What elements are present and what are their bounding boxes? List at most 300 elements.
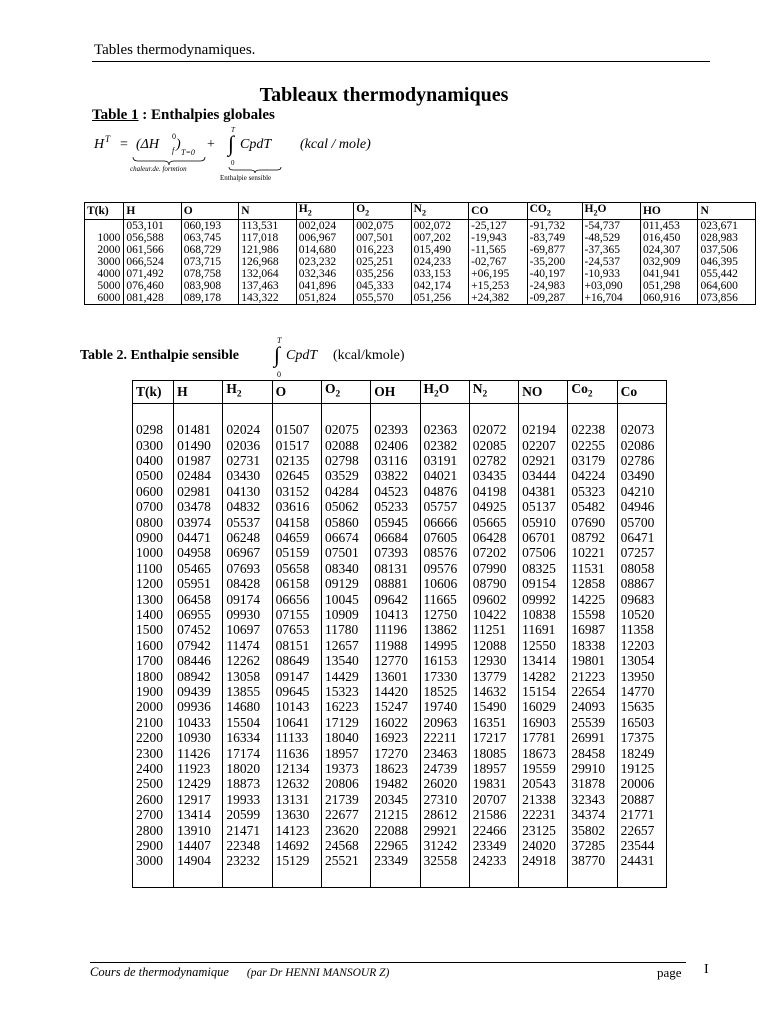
formula-plus: + [207, 137, 215, 152]
integral-sign-icon: ∫ [274, 342, 281, 367]
table1-value-cell: 121,986 [239, 244, 296, 256]
table2-value-cell: 11988 [371, 638, 420, 653]
table2-row [133, 453, 667, 468]
table2-value-cell: 24233 [469, 853, 518, 887]
table2-value-cell: 06666 [420, 515, 469, 530]
table2-value-cell: 20543 [519, 776, 568, 791]
table2-temperature-cell: 2100 [133, 715, 174, 730]
table2-value-cell: 02798 [321, 453, 370, 468]
table1-value-cell: -35,200 [527, 256, 582, 268]
table1-value-cell: 113,531 [239, 220, 296, 233]
table2-row [133, 561, 667, 576]
table2-value-cell: 12262 [223, 653, 272, 668]
table2-value-cell: 24431 [617, 853, 666, 887]
subscript: 2 [335, 389, 341, 400]
table2-value-cell: 02238 [568, 404, 617, 438]
table2-temperature-cell: 1900 [133, 684, 174, 699]
table2-value-cell: 14407 [174, 838, 223, 853]
table2-value-cell: 21338 [519, 792, 568, 807]
table2-value-cell: 09439 [174, 684, 223, 699]
table2-value-cell: 09129 [321, 576, 370, 591]
table1-value-cell: 007,501 [354, 232, 411, 244]
table2-value-cell: 05910 [519, 515, 568, 530]
table1-temperature-cell: 3000 [85, 256, 124, 268]
table2-value-cell: 03616 [272, 499, 321, 514]
table2-value-cell: 05137 [519, 499, 568, 514]
table1-temperature-cell: 5000 [85, 280, 124, 292]
table2-value-cell: 05757 [420, 499, 469, 514]
table1-value-cell: -25,127 [469, 220, 527, 233]
table2-value-cell: 08790 [469, 576, 518, 591]
table-global-enthalpies [84, 202, 756, 305]
table2-value-cell: 23544 [617, 838, 666, 853]
brace-label-sensible: Enthalpie sensible [220, 174, 272, 182]
table2-value-cell: 10909 [321, 607, 370, 622]
table2-row [133, 823, 667, 838]
table2-value-cell: 22088 [371, 823, 420, 838]
table2-temperature-cell: 0700 [133, 499, 174, 514]
table2-col-header: $Co_2$ [568, 381, 617, 404]
table-sensible-enthalpy [132, 380, 667, 888]
table2-value-cell: 04659 [272, 530, 321, 545]
table2-value-cell: 08428 [223, 576, 272, 591]
table1-value-cell: 078,758 [181, 268, 238, 280]
table2-value-cell: 24020 [519, 838, 568, 853]
subscript: 2 [593, 208, 598, 218]
table2-value-cell: 16351 [469, 715, 518, 730]
table2-value-cell: 13058 [223, 669, 272, 684]
table2-value-cell: 12770 [371, 653, 420, 668]
table1-value-cell: 060,193 [181, 220, 238, 233]
table2-row [133, 838, 667, 853]
table2-value-cell: 08131 [371, 561, 420, 576]
table1-col-header: H [124, 203, 181, 220]
table2-value-cell: 02406 [371, 438, 420, 453]
table2-value-cell: 16029 [519, 699, 568, 714]
table2-temperature-cell: 1000 [133, 545, 174, 560]
table1-row [85, 280, 756, 292]
table2-value-cell: 07202 [469, 545, 518, 560]
table2-value-cell: 10930 [174, 730, 223, 745]
table2-value-cell: 02135 [272, 453, 321, 468]
table2-value-cell: 15247 [371, 699, 420, 714]
formula-delta: (ΔH [136, 137, 159, 152]
table2-value-cell: 02382 [420, 438, 469, 453]
table2-value-cell: 05860 [321, 515, 370, 530]
table2-value-cell: 20006 [617, 776, 666, 791]
table2-value-cell: 19933 [223, 792, 272, 807]
table2-value-cell: 08576 [420, 545, 469, 560]
table2-value-cell: 19801 [568, 653, 617, 668]
table1-temperature-cell: 4000 [85, 268, 124, 280]
table2-value-cell: 20599 [223, 807, 272, 822]
table2-value-cell: 16987 [568, 622, 617, 637]
table2-row [133, 684, 667, 699]
table2-value-cell: 21739 [321, 792, 370, 807]
table2-integral-lower: 0 [277, 370, 281, 379]
subscript: 2 [482, 389, 488, 400]
table2-value-cell: 19482 [371, 776, 420, 791]
table2-value-cell: 12550 [519, 638, 568, 653]
table1-row [85, 292, 756, 305]
table1-value-cell: -09,287 [527, 292, 582, 305]
table2-value-cell: 26020 [420, 776, 469, 791]
table2-value-cell: 07990 [469, 561, 518, 576]
table2-value-cell: 09645 [272, 684, 321, 699]
table2-value-cell: 13862 [420, 622, 469, 637]
table2-value-cell: 18623 [371, 761, 420, 776]
table1-value-cell: 076,460 [124, 280, 181, 292]
table2-col-header: $N_2$ [469, 381, 518, 404]
table2-value-cell: 23232 [223, 853, 272, 887]
table2-value-cell: 13601 [371, 669, 420, 684]
table2-temperature-cell: 2800 [133, 823, 174, 838]
table2-value-cell: 18673 [519, 746, 568, 761]
table2-row [133, 653, 667, 668]
table2-value-cell: 16334 [223, 730, 272, 745]
table2-value-cell: 02981 [174, 484, 223, 499]
table2-row [133, 699, 667, 714]
table2-value-cell: 09147 [272, 669, 321, 684]
table1-col-header: $H_2O$ [582, 203, 640, 220]
table1-value-cell: -40,197 [527, 268, 582, 280]
table2-value-cell: 14123 [272, 823, 321, 838]
table1-col-header: CO [469, 203, 527, 220]
table2-col-header: T(k) [133, 381, 174, 404]
table2-value-cell: 29921 [420, 823, 469, 838]
table2-value-cell: 13414 [174, 807, 223, 822]
table2-value-cell: 03435 [469, 468, 518, 483]
subscript: 2 [587, 389, 593, 400]
table1-value-cell: -54,737 [582, 220, 640, 233]
table2-value-cell: 09174 [223, 592, 272, 607]
table2-value-cell: 04284 [321, 484, 370, 499]
table2-value-cell: 16503 [617, 715, 666, 730]
table2-value-cell: 02484 [174, 468, 223, 483]
table2-value-cell: 26991 [568, 730, 617, 745]
table2-value-cell: 15635 [617, 699, 666, 714]
table2-row [133, 807, 667, 822]
table2-row [133, 592, 667, 607]
table2-value-cell: 02194 [519, 404, 568, 438]
table1-value-cell: 064,600 [698, 280, 756, 292]
table2-value-cell: 07653 [272, 622, 321, 637]
integral-sign-icon: ∫ [228, 131, 235, 156]
table2-value-cell: 17781 [519, 730, 568, 745]
table1-value-cell: 028,983 [698, 232, 756, 244]
table1-value-cell: 132,064 [239, 268, 296, 280]
table2-value-cell: 16223 [321, 699, 370, 714]
table2-value-cell: 09992 [519, 592, 568, 607]
table2-temperature-cell: 0298 [133, 404, 174, 438]
table2-value-cell: 04210 [617, 484, 666, 499]
table2-temperature-cell: 1700 [133, 653, 174, 668]
table1-value-cell: +24,382 [469, 292, 527, 305]
table2-row [133, 607, 667, 622]
table2-value-cell: 01987 [174, 453, 223, 468]
table2-temperature-cell: 0600 [133, 484, 174, 499]
table1-value-cell: 032,909 [640, 256, 697, 268]
table2-value-cell: 14770 [617, 684, 666, 699]
table2-value-cell: 12088 [469, 638, 518, 653]
table1-value-cell: 089,178 [181, 292, 238, 305]
table2-value-cell: 04925 [469, 499, 518, 514]
table2-temperature-cell: 0500 [133, 468, 174, 483]
table2-value-cell: 03430 [223, 468, 272, 483]
table2-value-cell: 16923 [371, 730, 420, 745]
table1-value-cell: -10,933 [582, 268, 640, 280]
table2-value-cell: 15504 [223, 715, 272, 730]
table2-value-cell: 23125 [519, 823, 568, 838]
table2-value-cell: 24739 [420, 761, 469, 776]
table2-value-cell: 10413 [371, 607, 420, 622]
table2-row [133, 638, 667, 653]
table2-value-cell: 06656 [272, 592, 321, 607]
table1-value-cell: 016,450 [640, 232, 697, 244]
table2-value-cell: 13950 [617, 669, 666, 684]
table2-value-cell: 23463 [420, 746, 469, 761]
table1-value-cell: 055,442 [698, 268, 756, 280]
table2-value-cell: 02036 [223, 438, 272, 453]
table1-value-cell: 023,671 [698, 220, 756, 233]
table2-col-header: NO [519, 381, 568, 404]
table2-value-cell: 09936 [174, 699, 223, 714]
table2-value-cell: 22211 [420, 730, 469, 745]
table1-value-cell: 011,453 [640, 220, 697, 233]
footer-course-title: Cours de thermodynamique [90, 965, 229, 979]
table2-value-cell: 10697 [223, 622, 272, 637]
table2-value-cell: 19831 [469, 776, 518, 791]
header-rule [92, 61, 710, 62]
table1-value-cell: 068,729 [181, 244, 238, 256]
table1-value-cell: -24,983 [527, 280, 582, 292]
table2-temperature-cell: 2300 [133, 746, 174, 761]
table1-temperature-cell: 1000 [85, 232, 124, 244]
table2-value-cell: 10838 [519, 607, 568, 622]
footer-author: (par Dr HENNI MANSOUR Z) [246, 967, 390, 979]
table2-value-cell: 04198 [469, 484, 518, 499]
table2-row [133, 404, 667, 438]
table2-value-cell: 11133 [272, 730, 321, 745]
table1-col-header: N [698, 203, 756, 220]
table2-value-cell: 02786 [617, 453, 666, 468]
table2-value-cell: 14632 [469, 684, 518, 699]
table2-value-cell: 15154 [519, 684, 568, 699]
table2-value-cell: 18957 [321, 746, 370, 761]
table1-value-cell: -37,365 [582, 244, 640, 256]
table2-value-cell: 35802 [568, 823, 617, 838]
table2-row [133, 438, 667, 453]
subscript: 2 [236, 389, 242, 400]
table1-value-cell: 024,307 [640, 244, 697, 256]
table1-value-cell: 041,896 [296, 280, 353, 292]
table2-value-cell: 18338 [568, 638, 617, 653]
table2-value-cell: 06701 [519, 530, 568, 545]
table1-value-cell: 055,570 [354, 292, 411, 305]
table1-col-header: $O_2$ [354, 203, 411, 220]
table2-row [133, 669, 667, 684]
table2-value-cell: 03191 [420, 453, 469, 468]
table2-value-cell: 04158 [272, 515, 321, 530]
table2-row [133, 746, 667, 761]
table2-value-cell: 12429 [174, 776, 223, 791]
table2-value-cell: 21223 [568, 669, 617, 684]
table2-temperature-cell: 1300 [133, 592, 174, 607]
table2-unit: (kcal/kmole) [333, 348, 405, 363]
table2-value-cell: 14904 [174, 853, 223, 887]
brace-sensible-enthalpy [228, 166, 282, 174]
table2-value-cell: 09602 [469, 592, 518, 607]
table2-value-cell: 14429 [321, 669, 370, 684]
table2-value-cell: 21586 [469, 807, 518, 822]
table1-value-cell: 063,745 [181, 232, 238, 244]
table1-value-cell: 016,223 [354, 244, 411, 256]
table2-value-cell: 34374 [568, 807, 617, 822]
table1-value-cell: -69,877 [527, 244, 582, 256]
formula-delta-sup: 0 [172, 132, 176, 141]
table2-value-cell: 03444 [519, 468, 568, 483]
table2-temperature-cell: 2700 [133, 807, 174, 822]
table1-value-cell: 035,256 [354, 268, 411, 280]
table2-value-cell: 02024 [223, 404, 272, 438]
table1-row [85, 244, 756, 256]
table2-value-cell: 06158 [272, 576, 321, 591]
table2-row [133, 776, 667, 791]
table1-col-header: $N_2$ [411, 203, 468, 220]
table2-col-header: O [272, 381, 321, 404]
table2-value-cell: 08942 [174, 669, 223, 684]
table2-value-cell: 19125 [617, 761, 666, 776]
table1-value-cell: 061,566 [124, 244, 181, 256]
table2-value-cell: 15598 [568, 607, 617, 622]
table2-value-cell: 03974 [174, 515, 223, 530]
table2-temperature-cell: 0800 [133, 515, 174, 530]
table2-value-cell: 19559 [519, 761, 568, 776]
table2-value-cell: 07257 [617, 545, 666, 560]
table2-value-cell: 19373 [321, 761, 370, 776]
table2-value-cell: 09154 [519, 576, 568, 591]
table2-value-cell: 18873 [223, 776, 272, 791]
table2-value-cell: 14225 [568, 592, 617, 607]
table2-value-cell: 13910 [174, 823, 223, 838]
table2-value-cell: 14692 [272, 838, 321, 853]
table1-value-cell: 126,968 [239, 256, 296, 268]
table2-value-cell: 12203 [617, 638, 666, 653]
table1-value-cell: -48,529 [582, 232, 640, 244]
table2-value-cell: 07942 [174, 638, 223, 653]
table2-value-cell: 03478 [174, 499, 223, 514]
table2-value-cell: 12750 [420, 607, 469, 622]
table2-value-cell: 04130 [223, 484, 272, 499]
table2-value-cell: 03152 [272, 484, 321, 499]
table2-value-cell: 38770 [568, 853, 617, 887]
table1-row [85, 268, 756, 280]
table2-temperature-cell: 3000 [133, 853, 174, 887]
table2-row [133, 530, 667, 545]
table2-value-cell: 18085 [469, 746, 518, 761]
table2-value-cell: 20887 [617, 792, 666, 807]
table2-integrand: CpdT [286, 348, 318, 363]
table1-value-cell: 071,492 [124, 268, 181, 280]
table2-value-cell: 11196 [371, 622, 420, 637]
table1-value-cell: 137,463 [239, 280, 296, 292]
table1-value-cell: -24,537 [582, 256, 640, 268]
formula-integrand: CpdT [240, 137, 272, 152]
table2-value-cell: 12930 [469, 653, 518, 668]
table1-value-cell: 083,908 [181, 280, 238, 292]
table2-value-cell: 19740 [420, 699, 469, 714]
table2-value-cell: 32558 [420, 853, 469, 887]
table2-value-cell: 18020 [223, 761, 272, 776]
table2-temperature-cell: 2900 [133, 838, 174, 853]
table2-value-cell: 10422 [469, 607, 518, 622]
table2-value-cell: 05465 [174, 561, 223, 576]
table2-value-cell: 08325 [519, 561, 568, 576]
table2-temperature-cell: 1800 [133, 669, 174, 684]
table2-row [133, 576, 667, 591]
table2-value-cell: 22348 [223, 838, 272, 853]
table2-value-cell: 14282 [519, 669, 568, 684]
table1-value-cell: -19,943 [469, 232, 527, 244]
table2-value-cell: 32343 [568, 792, 617, 807]
table2-value-cell: 10221 [568, 545, 617, 560]
table2-value-cell: 02086 [617, 438, 666, 453]
table2-row [133, 761, 667, 776]
table2-value-cell: 07690 [568, 515, 617, 530]
table2-value-cell: 31242 [420, 838, 469, 853]
table2-value-cell: 12917 [174, 792, 223, 807]
table2-value-cell: 20345 [371, 792, 420, 807]
table2-value-cell: 08649 [272, 653, 321, 668]
formula-delta-sub: f [172, 146, 175, 155]
table2-value-cell: 02731 [223, 453, 272, 468]
subscript: 2 [307, 208, 312, 218]
table1-value-cell: -11,565 [469, 244, 527, 256]
table2-caption: Table 2. Enthalpie sensible [80, 348, 239, 363]
table1-value-cell: -91,732 [527, 220, 582, 233]
table2-value-cell: 07605 [420, 530, 469, 545]
table2-temperature-cell: 1200 [133, 576, 174, 591]
table2-value-cell: 09642 [371, 592, 420, 607]
formula-equals: = [120, 137, 128, 152]
document-title: Tableaux thermodynamiques [259, 84, 509, 106]
table2-row [133, 715, 667, 730]
table2-value-cell: 20707 [469, 792, 518, 807]
table2-value-cell: 11358 [617, 622, 666, 637]
table2-value-cell: 14420 [371, 684, 420, 699]
table2-value-cell: 37285 [568, 838, 617, 853]
table2-value-cell: 18040 [321, 730, 370, 745]
table2-value-cell: 27310 [420, 792, 469, 807]
table2-value-cell: 13054 [617, 653, 666, 668]
subscript: 2 [546, 208, 551, 218]
table2-value-cell: 20963 [420, 715, 469, 730]
table2-value-cell: 11780 [321, 622, 370, 637]
table2-value-cell: 02393 [371, 404, 420, 438]
table2-value-cell: 10606 [420, 576, 469, 591]
table2-value-cell: 20806 [321, 776, 370, 791]
table2-value-cell: 11636 [272, 746, 321, 761]
table2-value-cell: 06428 [469, 530, 518, 545]
table2-value-cell: 02085 [469, 438, 518, 453]
table1-value-cell: -02,767 [469, 256, 527, 268]
table2-value-cell: 11691 [519, 622, 568, 637]
table2-row [133, 484, 667, 499]
table2-col-header: Co [617, 381, 666, 404]
table1-value-cell: +16,704 [582, 292, 640, 305]
table2-value-cell: 25539 [568, 715, 617, 730]
table2-value-cell: 17174 [223, 746, 272, 761]
